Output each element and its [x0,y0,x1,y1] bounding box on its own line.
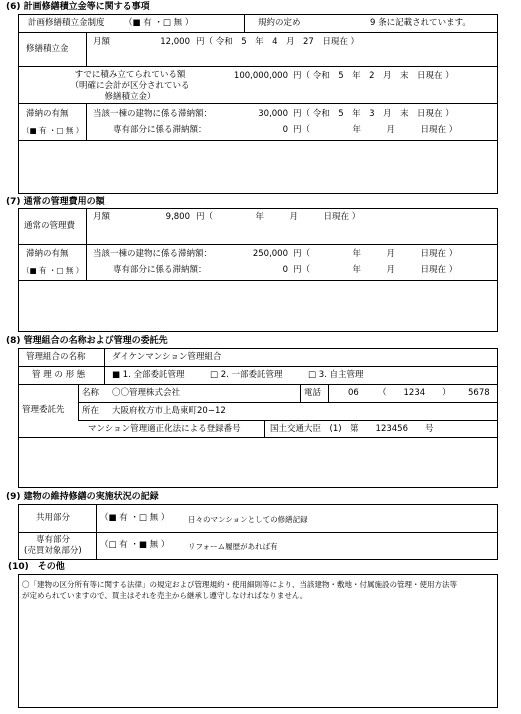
arrears-label: 滞納の有無 [26,249,69,259]
unit-arrears-date: 円（ 年 月 日現在 ） [293,125,458,135]
divider [18,437,498,438]
name-value: 〇〇管理株式会社 [112,388,181,398]
private-sublabel: (売買対象部分) [24,546,82,556]
accum-line1: すでに積み立てられている額 [74,70,186,80]
divider [78,420,498,421]
bldg-arrears-date: 円（ 年 月 日現在 ） [293,249,458,259]
address-value: 大阪府枚方市上島東町20−12 [112,406,226,416]
unit-arrears-label: 専有部分に係る滞納額： [113,125,207,135]
accum-date: 円（ 令和 5 年 2 月 末 日現在 ） [293,71,454,81]
monthly-date: 円（ 令和 5 年 4 月 27 日現在 ） [196,37,360,47]
rules-label: 規約の定め [258,18,301,28]
divider [78,385,79,420]
address-label: 所在 [82,406,100,416]
divider [86,208,87,244]
bldg-arrears-label: 当該一棟の建物に係る滞納額： [93,249,213,259]
monthly-value: 9,800 [165,212,190,222]
divider [18,532,498,533]
accum-value: 100,000,000 [233,71,288,81]
contractor-label: 管理委託先 [22,405,65,415]
common-label: 共用部分 [36,513,71,523]
assoc-label: 管理組合の名称 [26,352,86,362]
phone-last: 5678 [468,388,490,398]
section-8-heading: (8) 管理組合の名称および管理の委託先 [6,336,168,346]
accum-line2: （明確に会計が区分されている [70,81,190,91]
divider [78,402,498,403]
section-8-table [18,348,498,488]
divider [86,245,87,280]
system-choice: （■ 有 ・□ 無 ） [124,18,194,28]
section-6-heading: (6) 計画修繕積立金等に関する事項 [6,2,150,12]
fund-label: 修繕積立金 [26,44,69,54]
divider [18,244,498,245]
divider [300,385,301,402]
registration-value: 国土交通大臣 (1) 第 123456 号 [270,424,434,434]
divider [18,384,498,385]
registration-label: マンション管理適正化法による登録番号 [88,424,241,434]
section-9-heading: (9) 建物の維持修繕の実施状況の記録 [6,492,159,502]
form-option-2: □ 2. 一部委託管理 [210,370,283,380]
arrears-label: 滞納の有無 [26,109,69,119]
monthly-label: 月額 [93,212,111,222]
divider [264,421,265,437]
divider [18,140,498,141]
bldg-arrears-value: 30,000 [258,109,288,119]
divider [18,32,498,33]
divider [18,103,498,104]
arrears-choice: （■ 有 ・□ 無 ） [22,266,84,275]
private-label: 専有部分 [36,535,71,545]
divider [86,33,87,66]
section-7-heading: (7) 通常の管理費用の額 [6,197,105,207]
name-label: 名称 [82,388,100,398]
rules-value: 9 条に記載されています。 [370,18,471,28]
unit-arrears-value: 0 [282,125,288,135]
monthly-date: 円（ 年 月 日現在 ） [196,212,361,222]
unit-arrears-date: 円（ 年 月 日現在 ） [293,265,458,275]
form-option-3: □ 3. 自主管理 [308,370,364,380]
bldg-arrears-label: 当該一棟の建物に係る滞納額： [93,109,213,119]
fee-label: 通常の管理費 [24,221,76,231]
form-label: 管 理 の 形 態 [32,370,86,380]
divider [244,14,245,32]
divider [328,385,329,402]
assoc-value: ダイケンマンション管理組合 [112,352,222,362]
accum-line3: 修繕積立金） [104,92,156,102]
common-choice: （■ 有 ・□ 無 ） [100,513,170,523]
unit-arrears-label: 専有部分に係る滞納額： [113,265,207,275]
bldg-arrears-date: 円（ 令和 5 年 3 月 末 日現在 ） [293,109,454,119]
divider [18,280,498,281]
monthly-label: 月額 [93,37,111,47]
phone-middle: （ 1234 ） [378,388,451,398]
system-label: 計画修繕積立金制度 [28,18,105,28]
divider [96,504,97,560]
phone-area: 06 [348,388,359,398]
other-text-line2: が定められていますので、買主はそれを売主から継承し遵守しなければなりません。 [22,591,308,600]
arrears-choice: （■ 有 ・□ 無 ） [22,126,84,135]
unit-arrears-value: 0 [282,265,288,275]
divider [104,348,105,384]
form-option-1: ■ 1. 全部委託管理 [112,370,185,380]
section-10-heading: (10) その他 [8,562,65,572]
divider [18,366,498,367]
divider [18,66,498,67]
common-note: 日々のマンションとしての修繕記録 [188,515,308,524]
monthly-value: 12,000 [160,37,190,47]
bldg-arrears-value: 250,000 [252,249,288,259]
other-text-line1: 〇「建物の区分所有等に関する法律」の規定および管理規約・使用細則等により、当該建物・敷地・付属施設の管理・使用方法等 [22,580,457,589]
private-choice: （□ 有 ・■ 無 ） [100,540,170,550]
phone-label: 電話 [304,388,322,398]
divider [86,104,87,140]
private-note: リフォーム履歴があれば有 [188,542,278,551]
